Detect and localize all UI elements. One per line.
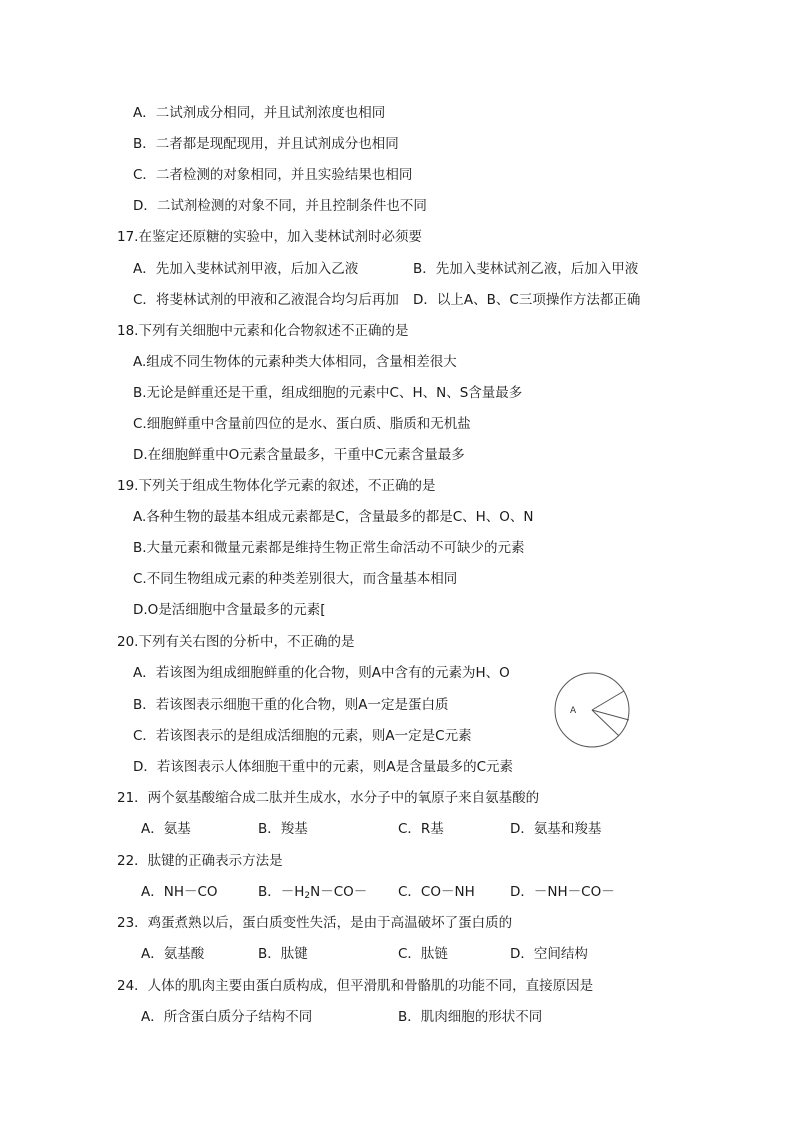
q22-option-b-pre: B．－H [258,884,305,900]
q18-option-c: C.细胞鲜重中含量前四位的是水、蛋白质、脂质和无机盐 [133,416,471,432]
q17-stem: 17.在鉴定还原糖的实验中，加入斐林试剂时必须要 [117,229,422,245]
q20-option-b: B．若该图表示细胞干重的化合物，则A一定是蛋白质 [133,697,449,713]
q16-option-a: A．二试剂成分相同，并且试剂浓度也相同 [133,105,386,121]
q22-option-a: A．NH－CO [141,884,218,900]
q23-stem: 23．鸡蛋煮熟以后，蛋白质变性失活，是由于高温破坏了蛋白质的 [117,915,513,931]
q20-option-d: D．若该图表示人体细胞干重中的元素，则A是含量最多的C元素 [133,759,514,775]
q18-option-b: B.无论是鲜重还是干重，组成细胞的元素中C、H、N、S含量最多 [133,385,523,401]
q17-option-c: C．将斐林试剂的甲液和乙液混合均匀后再加 [133,292,399,308]
q22-option-b-sub: 2 [304,891,311,901]
q19-stem: 19.下列关于组成生物体化学元素的叙述，不正确的是 [117,478,436,494]
q24-option-a: A．所含蛋白质分子结构不同 [141,1009,313,1025]
q16-option-d: D．二试剂检测的对象不同，并且控制条件也不同 [133,198,427,214]
q21-option-a: A．氨基 [141,821,191,837]
q22-stem: 22．肽键的正确表示方法是 [117,853,283,869]
pie-label-a: A [570,706,577,716]
q23-option-b: B．肽键 [258,946,308,962]
q18-option-a: A.组成不同生物体的元素种类大体相同，含量相差很大 [133,354,457,370]
pie-divider [592,691,624,710]
q22-option-d: D．－NH－CO－ [510,884,615,900]
q19-option-a: A.各种生物的最基本组成元素都是C，含量最多的都是C、H、O、N [133,509,534,525]
q20-option-c: C．若该图表示的是组成活细胞的元素，则A一定是C元素 [133,728,472,744]
q20-stem: 20.下列有关右图的分析中，不正确的是 [117,634,355,650]
q19-option-b: B.大量元素和微量元素都是维持生物正常生命活动不可缺少的元素 [133,540,525,556]
q18-option-d: D.在细胞鲜重中O元素含量最多，干重中C元素含量最多 [133,447,465,463]
q19-option-d: D.O是活细胞中含量最多的元素[ [133,602,326,618]
q22-option-b [258,883,367,905]
q21-option-b: B．羧基 [258,821,308,837]
q23-option-c: C．肽链 [398,946,448,962]
q22-option-b-post: N－CO－ [310,884,368,900]
q21-stem: 21．两个氨基酸缩合成二肽并生成水，水分子中的氧原子来自氨基酸的 [117,790,540,806]
q21-option-d: D．氨基和羧基 [510,821,602,837]
q16-option-b: B．二者都是现配现用，并且试剂成分也相同 [133,136,399,152]
q17-option-d: D．以上A、B、C三项操作方法都正确 [413,292,641,308]
q17-option-b: B．先加入斐林试剂乙液，后加入甲液 [413,261,639,277]
q23-option-d: D．空间结构 [510,946,588,962]
q20-pie-figure [554,668,632,752]
q18-stem: 18.下列有关细胞中元素和化合物叙述不正确的是 [117,323,409,339]
q19-option-c: C.不同生物组成元素的种类差别很大，而含量基本相同 [133,571,458,587]
q16-option-c: C．二者检测的对象相同，并且实验结果也相同 [133,167,413,183]
q20-option-a: A．若该图为组成细胞鲜重的化合物，则A中含有的元素为H、O [133,665,510,681]
q21-option-c: C．R基 [398,821,444,837]
q23-option-a: A．氨基酸 [141,946,205,962]
q17-option-a: A．先加入斐林试剂甲液，后加入乙液 [133,261,359,277]
q24-option-b: B．肌肉细胞的形状不同 [398,1009,543,1025]
q22-option-c: C．CO－NH [398,884,475,900]
q24-stem: 24．人体的肌肉主要由蛋白质构成，但平滑肌和骨骼肌的功能不同，直接原因是 [117,978,594,994]
